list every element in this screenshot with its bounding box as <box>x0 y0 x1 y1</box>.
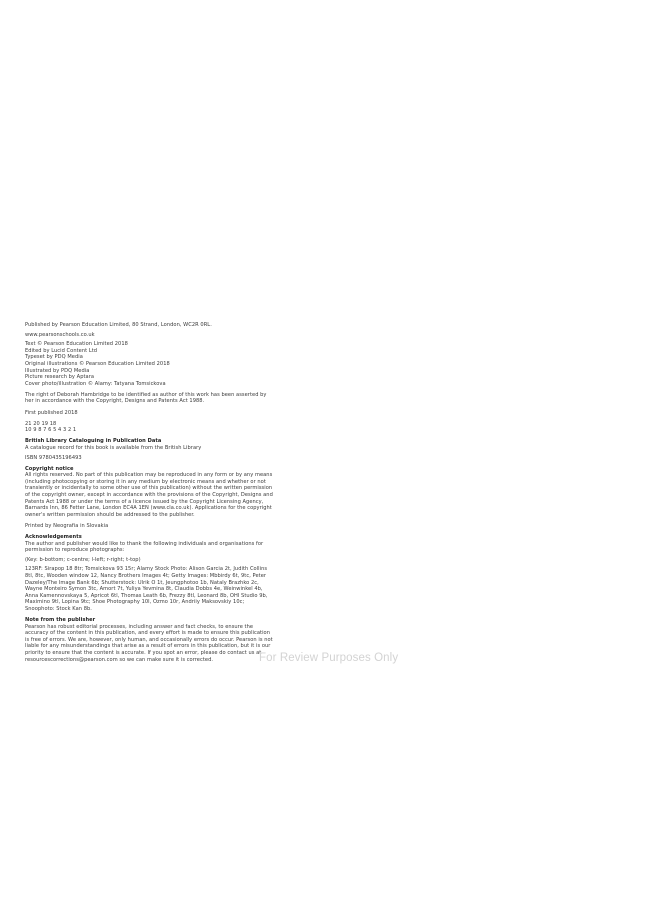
cataloguing-heading: British Library Cataloguing in Publication Data <box>25 438 162 445</box>
imprint-page <box>25 322 273 663</box>
print-run: 10 9 8 7 6 5 4 3 2 1 <box>25 427 77 434</box>
acknowledgements-text: The author and publisher would like to thank the following individuals and organisations for permission to reproduce photographs: <box>25 540 264 554</box>
credit-editor: Edited by Lucid Content Ltd <box>25 347 98 354</box>
isbn: ISBN 9780435196493 <box>25 454 82 461</box>
acknowledgements-heading: Acknowledgements <box>25 533 82 540</box>
printed-by: Printed by Neografia in Slovakia <box>25 522 109 529</box>
copyright-text: All rights reserved. No part of this publication may be reproduced in any form or by any means (including photocopying or storing it in any medium by electronic means and whether or not transiently or incidentally to some other use of this publication) without the written permission of the copyright owner, except in accordance with the provisions of the Copyright, Designs and Patents Act 1988 or under the terms of a licence issued by the Copyright Licensing Agency, Barnards Inn, 86 Fetter Lane, London EC4A 1EN (www.cla.co.uk). Applications for the copyright owner's written permission should be addressed to the publisher. <box>25 472 273 518</box>
moral-rights: The right of Deborah Hambridge to be identified as author of this work has been asserted by her in accordance with the Copyright, Designs and Patents Act 1988. <box>25 391 267 405</box>
review-watermark: For Review Purposes Only <box>259 652 399 664</box>
credit-picture-research: Picture research by Aptara <box>25 374 95 381</box>
credit-cover: Cover photo/illustration © Alamy: Tatyana Tomsickova <box>25 380 166 387</box>
credit-typeset: Typeset by PDQ Media <box>25 354 83 361</box>
website-link[interactable]: www.pearsonschools.co.uk <box>25 331 95 338</box>
publisher-line: Published by Pearson Education Limited, 80 Strand, London, WC2R 0RL. <box>25 322 212 328</box>
credit-illustrator: Illustrated by PDQ Media <box>25 367 90 374</box>
cataloguing-text: A catalogue record for this book is available from the British Library <box>25 444 202 451</box>
credit-illustrations: Original illustrations © Pearson Education Limited 2018 <box>25 360 170 367</box>
credit-text: Text © Pearson Education Limited 2018 <box>25 341 128 348</box>
first-published: First published 2018 <box>25 409 78 416</box>
publisher-note-text: Pearson has robust editorial processes, including answer and fact checks, to ensure the accuracy of the content in this publication, and every effort is made to ensure this publication is free of errors. We are, however, only human, and occasionally errors do occur. Pearson is not liable for any misunderstandings that arise as a result of errors in this publication, but it is our priority to ensure that the content is accurate. If you spot an error, please do contact us at resourcescorrections@pearson.com so we can make sure it is corrected. <box>25 623 273 663</box>
copyright-heading: Copyright notice <box>25 465 74 472</box>
photo-credits: 123RF: Sirapop 18 8tr; Tomsickova 93 15r; Alamy Stock Photo: Alison Garcia 2t, Judith Collins 8tl, 8tc, Wooden window 12, Nancy Brothers Images 4t; Getty Images: Mbbirdy 6t, 9tc, Peter Dazeley/The Image Bank 6b; Shutterstock: Ulrik O 1t, Jeungphotoo 1b, Nataly Brazhko 2c, Wayne Monteiro Symon 3tc, Amort 7t, Yuliya Yevmina 8t, Claudia Dobbs 4e, Weinwinkel 4b, Anna Kamennovskaya 5, Apricot 6tl, Thomas Leath 6b, Frezzy 8tl, Leonard 8b, OHI Studio 9b, Maximino 9tl, Lopina 9tc; Shoe Photography 10l, Ozmo 10r, Andriiy Maksovskiy 10c; Snoophoto: Stock Kan 8b. <box>25 566 268 612</box>
print-years: 21 20 19 18 <box>25 420 57 427</box>
publisher-note-heading: Note from the publisher <box>25 616 96 623</box>
photo-key: (Key: b-bottom; c-centre; l-left; r-right; t-top) <box>25 556 141 563</box>
